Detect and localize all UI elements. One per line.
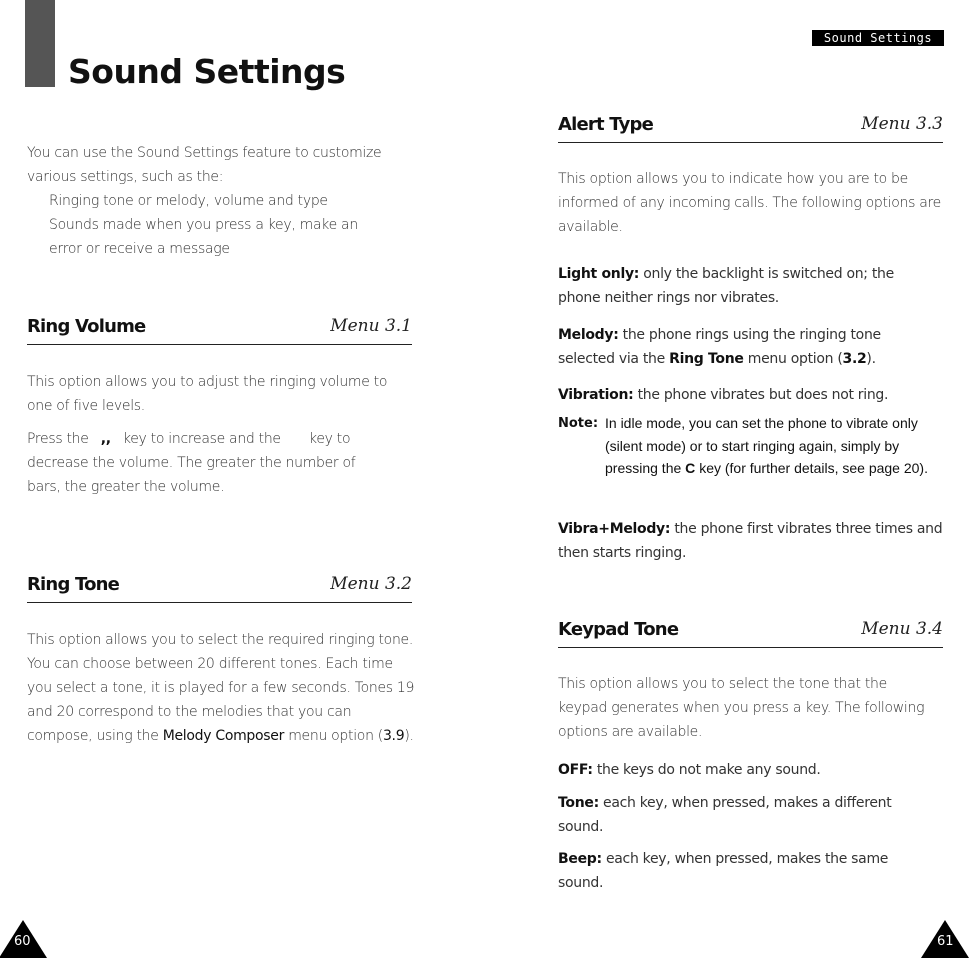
keypad-tone-menu: Menu 3.4: [861, 619, 943, 639]
alert-option-vibration: [558, 383, 943, 407]
option-bold-2: 3.2: [842, 351, 867, 367]
option-text: the phone first vibrates three times and then starts ringing.: [558, 521, 943, 561]
ring-volume-p2-b: key to increase and the: [122, 431, 281, 447]
ring-tone-end-a: menu option (: [288, 728, 383, 744]
ring-tone-menu: Menu 3.2: [330, 574, 412, 594]
option-name: Vibra+Melody:: [558, 521, 671, 537]
alert-type-header: [558, 114, 943, 143]
option-text: only the backlight is switched on; the phone neither rings nor vibrates.: [558, 266, 894, 306]
page-number-right: 61: [937, 934, 954, 949]
option-text-b: menu option (: [747, 351, 843, 367]
keypad-tone-header: [558, 619, 943, 648]
chapter-marker-bar: [25, 0, 55, 87]
keypad-tone-title: Keypad Tone: [558, 619, 679, 640]
alert-option-melody: [558, 323, 933, 371]
option-name: Tone:: [558, 795, 599, 811]
option-name: OFF:: [558, 762, 593, 778]
option-text: each key, when pressed, makes a different sound.: [558, 795, 892, 835]
ring-volume-p1: This option allows you to adjust the ringing volume to one of five levels.: [27, 374, 388, 414]
option-name: Melody:: [558, 327, 619, 343]
ring-volume-p2: [27, 427, 387, 499]
keypad-option-off: [558, 758, 933, 782]
note-text: [605, 412, 943, 480]
ring-volume-p2-c: key to decrease the volume. The greater the number of bars, the greater the volume.: [27, 431, 356, 495]
intro-item-2: Sounds made when you press a key, make an error or receive a message: [49, 217, 358, 257]
note-text-a: In idle mode, you can set the phone to vibrate only (silent mode) or to start ringing again, simply by pressing the: [605, 415, 918, 476]
option-text-c: ).: [866, 351, 876, 367]
ring-tone-p1: [27, 628, 415, 748]
header-tag: Sound Settings: [812, 30, 944, 46]
option-name: Light only:: [558, 266, 640, 282]
ring-volume-title: Ring Volume: [27, 316, 146, 337]
page-number-left: 60: [14, 934, 31, 949]
note-text-b: key (for further details, see page 20).: [699, 460, 928, 476]
ring-tone-title: Ring Tone: [27, 574, 120, 595]
intro-text: You can use the Sound Settings feature to customize various settings, such as the:: [27, 145, 382, 185]
alert-type-menu: Menu 3.3: [861, 114, 943, 134]
option-bold: Ring Tone: [669, 351, 744, 367]
ring-tone-end-b: ).: [404, 728, 414, 744]
ring-volume-header: [27, 316, 412, 345]
c-key-label: C: [685, 460, 696, 476]
option-text: each key, when pressed, makes the same sound.: [558, 851, 889, 891]
option-text: the phone vibrates but does not ring.: [637, 387, 889, 403]
keypad-tone-p1: This option allows you to select the tone that the keypad generates when you press a key. The following options are available.: [558, 676, 925, 740]
alert-option-light-only: [558, 262, 933, 310]
page-title: Sound Settings: [68, 52, 346, 91]
ring-volume-menu: Menu 3.1: [330, 316, 412, 336]
option-name: Beep:: [558, 851, 602, 867]
ring-tone-end-bold: 3.9: [382, 728, 405, 744]
ring-tone-header: [27, 574, 412, 603]
volume-up-key-icon: ,,: [100, 431, 111, 447]
option-text: the keys do not make any sound.: [596, 762, 821, 778]
ring-tone-bold: Melody Composer: [162, 728, 285, 744]
note-label: Note:: [558, 416, 599, 431]
alert-type-p1: This option allows you to indicate how you are to be informed of any incoming calls. The following options are available.: [558, 171, 941, 235]
intro-item-1: Ringing tone or melody, volume and type: [49, 193, 328, 209]
ring-volume-p2-a: Press the: [27, 431, 89, 447]
keypad-option-tone: [558, 791, 933, 839]
ring-tone-p1-text: This option allows you to select the required ringing tone. You can choose between 20 different tones. Each time you select a tone, it is played for a few seconds. Tones 19 and 20 correspond to the melodies that you can compose, using the: [27, 632, 415, 744]
option-name: Vibration:: [558, 387, 634, 403]
option-text: the phone rings using the ringing tone selected via the: [558, 327, 881, 367]
alert-type-title: Alert Type: [558, 114, 654, 135]
keypad-option-beep: [558, 847, 933, 895]
alert-option-vibra-melody: [558, 517, 943, 565]
